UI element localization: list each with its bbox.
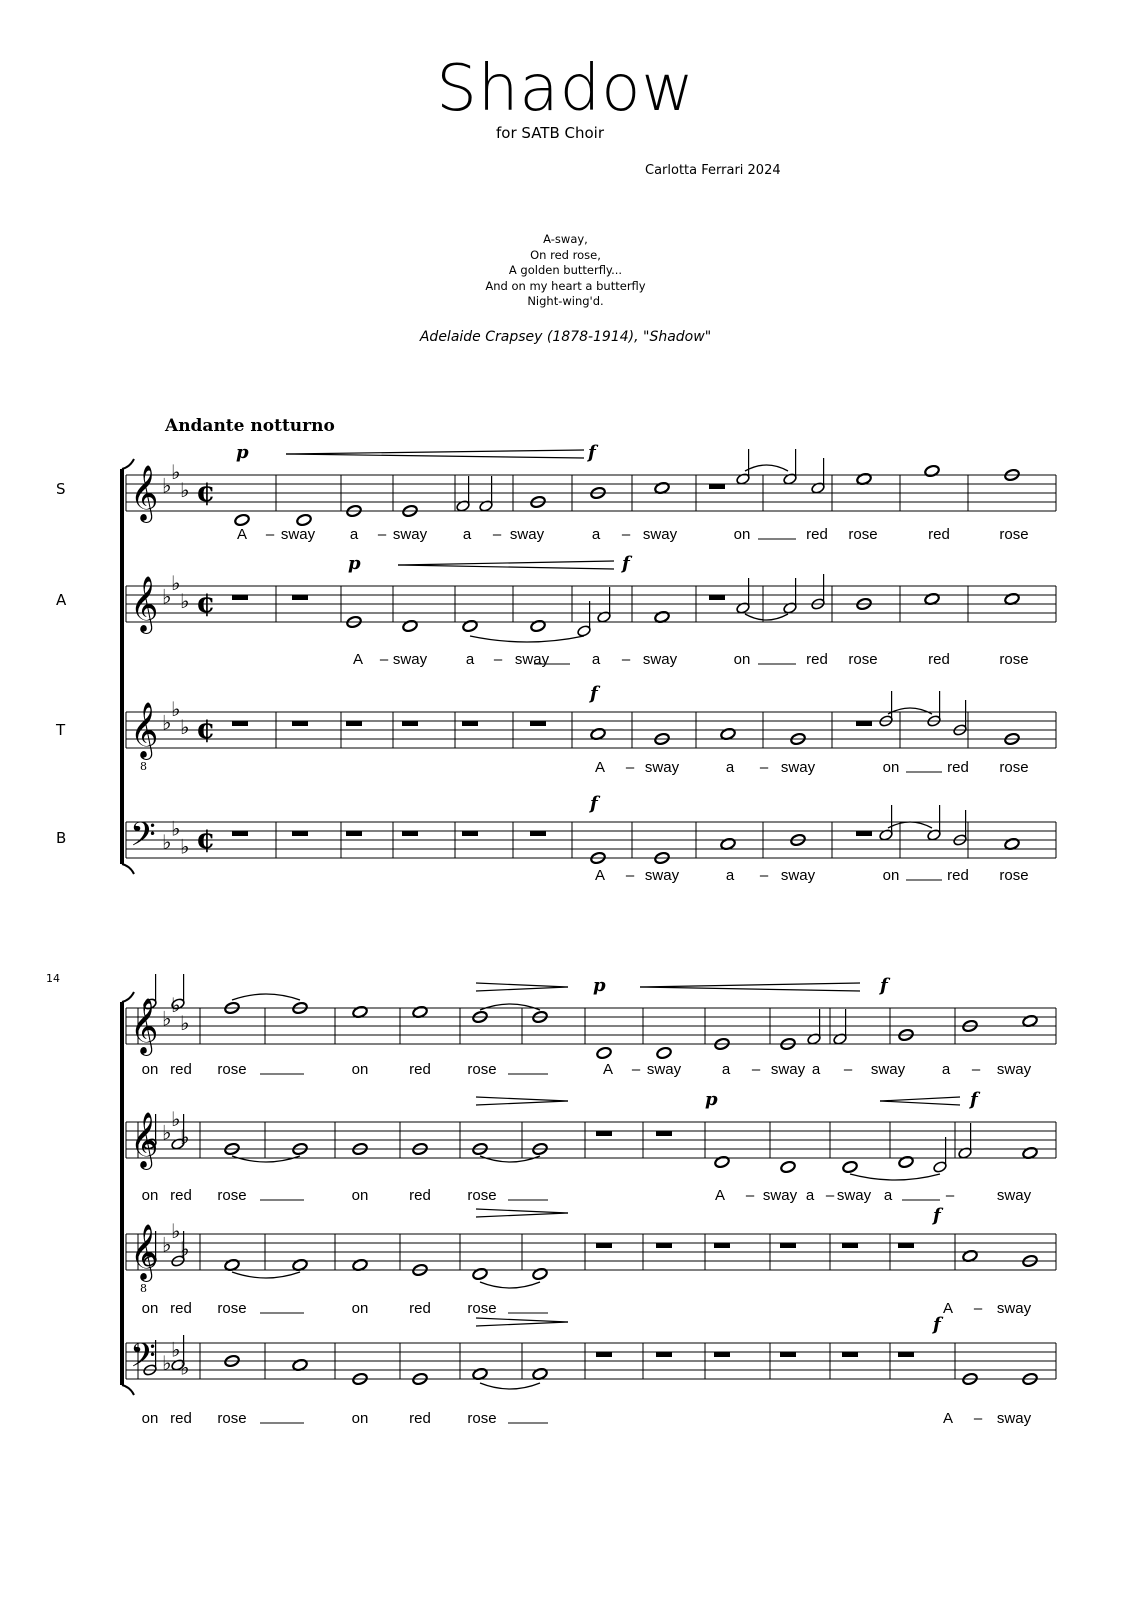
tie bbox=[745, 614, 788, 620]
bracket-hook bbox=[122, 1385, 134, 1395]
lyric-syllable: on bbox=[141, 1300, 159, 1317]
flat-sign-icon: ♭ bbox=[162, 710, 172, 735]
lyric-syllable: A bbox=[236, 526, 248, 543]
lyric-syllable: on bbox=[351, 1187, 369, 1204]
half-rest-icon bbox=[856, 831, 872, 836]
lyric-syllable: sway bbox=[762, 1187, 798, 1204]
lyric-syllable: – bbox=[265, 526, 275, 543]
alto-note bbox=[402, 619, 418, 632]
soprano-note bbox=[596, 1046, 612, 1059]
half-rest-icon bbox=[709, 595, 725, 600]
poem-line: And on my heart a butterfly bbox=[485, 278, 646, 293]
lyric-syllable: on bbox=[733, 651, 751, 668]
lyric-syllable: a bbox=[883, 1187, 893, 1204]
lyric-syllable: sway bbox=[392, 526, 428, 543]
alto-note bbox=[780, 1160, 796, 1173]
flat-sign-icon: ♭ bbox=[171, 571, 181, 595]
crescendo-hairpin bbox=[398, 561, 614, 565]
dynamic-marking: f bbox=[880, 975, 888, 996]
alto-note bbox=[530, 619, 546, 632]
lyric-syllable: sway bbox=[870, 1061, 906, 1078]
lyric-syllable: – bbox=[492, 526, 502, 543]
flat-sign-icon: ♭ bbox=[171, 460, 181, 484]
composer-credit: Carlotta Ferrari 2024 bbox=[645, 163, 781, 178]
flat-sign-icon: ♭ bbox=[162, 1120, 172, 1145]
lyric-syllable: A bbox=[602, 1061, 614, 1078]
lyric-syllable: on bbox=[141, 1410, 159, 1427]
whole-rest-icon bbox=[780, 1352, 796, 1357]
diminuendo-hairpin bbox=[476, 987, 568, 991]
lyric-syllable: red bbox=[170, 1187, 192, 1204]
diminuendo-hairpin bbox=[476, 1318, 568, 1322]
lyric-syllable: rose bbox=[848, 526, 878, 543]
lyric-syllable: sway bbox=[392, 651, 428, 668]
lyric-syllable: rose bbox=[467, 1300, 497, 1317]
crescendo-hairpin bbox=[286, 454, 584, 458]
crescendo-hairpin bbox=[640, 983, 860, 987]
flat-sign-icon: ♭ bbox=[171, 1337, 181, 1362]
tie bbox=[480, 1383, 540, 1389]
lyric-syllable: rose bbox=[999, 759, 1029, 776]
lyric-syllable: on bbox=[733, 526, 751, 543]
lyric-syllable: a bbox=[941, 1061, 951, 1078]
soprano-note bbox=[234, 513, 250, 526]
whole-rest-icon bbox=[596, 1131, 612, 1136]
crescendo-hairpin bbox=[286, 450, 584, 454]
flat-sign-icon: ♭ bbox=[162, 1351, 172, 1375]
whole-rest-icon bbox=[232, 721, 248, 726]
flat-sign-icon: ♭ bbox=[180, 715, 190, 739]
flat-sign-icon: ♭ bbox=[162, 1006, 172, 1031]
lyric-syllable: red bbox=[170, 1300, 192, 1317]
lyric-syllable: – bbox=[971, 1061, 981, 1078]
lyric-syllable: red bbox=[409, 1410, 431, 1427]
whole-rest-icon bbox=[656, 1352, 672, 1357]
lyric-syllable: on bbox=[882, 759, 900, 776]
whole-rest-icon bbox=[530, 831, 546, 836]
dynamic-marking: p bbox=[593, 975, 606, 996]
crescendo-hairpin bbox=[398, 565, 614, 569]
lyric-syllable: A bbox=[942, 1300, 954, 1317]
whole-rest-icon bbox=[656, 1243, 672, 1248]
alto-note bbox=[842, 1160, 858, 1173]
lyric-syllable: a bbox=[805, 1187, 815, 1204]
whole-rest-icon bbox=[714, 1352, 730, 1357]
whole-rest-icon bbox=[402, 831, 418, 836]
lyric-syllable: rose bbox=[217, 1410, 247, 1427]
lyric-syllable: A bbox=[352, 651, 364, 668]
tie bbox=[470, 636, 584, 642]
treble-clef-icon: 𝄞 bbox=[130, 702, 159, 758]
flat-sign-icon: ♭ bbox=[162, 1232, 172, 1257]
poem-line: A golden butterfly... bbox=[508, 263, 623, 277]
soprano-note bbox=[296, 513, 312, 526]
dynamic-marking: p bbox=[348, 553, 361, 574]
lyric-syllable: rose bbox=[217, 1187, 247, 1204]
lyric-syllable: – bbox=[973, 1300, 983, 1317]
lyric-syllable: red bbox=[806, 651, 828, 668]
diminuendo-hairpin bbox=[476, 983, 568, 987]
lyric-syllable: a bbox=[462, 526, 472, 543]
tie bbox=[888, 822, 932, 828]
alto-note bbox=[462, 619, 478, 632]
whole-rest-icon bbox=[402, 721, 418, 726]
voice-label-alto: A bbox=[56, 591, 67, 609]
flat-sign-icon: ♭ bbox=[162, 473, 172, 498]
bass-clef-icon: 𝄢 bbox=[130, 1337, 156, 1383]
lyric-syllable: a bbox=[725, 759, 735, 776]
bass-clef-icon: 𝄢 bbox=[130, 816, 156, 862]
octave-eight-mark: 8 bbox=[140, 1282, 147, 1295]
voice-label-tenor: T bbox=[56, 721, 66, 739]
poem-line: Night-wing'd. bbox=[527, 294, 604, 308]
lyric-syllable: – bbox=[377, 526, 387, 543]
flat-sign-icon: ♭ bbox=[180, 1237, 190, 1261]
crescendo-hairpin bbox=[880, 1101, 960, 1105]
lyric-syllable: rose bbox=[999, 651, 1029, 668]
whole-rest-icon bbox=[898, 1243, 914, 1248]
lyric-syllable: rose bbox=[999, 867, 1029, 884]
lyric-syllable: red bbox=[409, 1187, 431, 1204]
lyric-syllable: a bbox=[725, 867, 735, 884]
lyric-syllable: – bbox=[379, 651, 389, 668]
lyric-syllable: A bbox=[594, 759, 606, 776]
lyric-syllable: a bbox=[465, 651, 475, 668]
tenor-note bbox=[532, 1267, 548, 1280]
whole-rest-icon bbox=[232, 831, 248, 836]
lyric-syllable: red bbox=[928, 526, 950, 543]
dynamic-marking: f bbox=[590, 793, 598, 814]
lyric-syllable: rose bbox=[217, 1061, 247, 1078]
flat-sign-icon: ♭ bbox=[180, 1125, 190, 1149]
lyric-syllable: red bbox=[928, 651, 950, 668]
dynamic-marking: f bbox=[588, 442, 596, 463]
lyric-syllable: on bbox=[882, 867, 900, 884]
cut-time-icon: ¢ bbox=[196, 822, 216, 855]
lyric-syllable: on bbox=[351, 1410, 369, 1427]
flat-sign-icon: ♭ bbox=[171, 816, 181, 841]
lyric-syllable: – bbox=[493, 651, 503, 668]
flat-sign-icon: ♭ bbox=[180, 834, 190, 859]
diminuendo-hairpin bbox=[476, 1097, 568, 1101]
lyric-syllable: sway bbox=[836, 1187, 872, 1204]
soprano-note bbox=[656, 1046, 672, 1059]
crescendo-hairpin bbox=[640, 987, 860, 991]
lyric-syllable: sway bbox=[644, 867, 680, 884]
whole-rest-icon bbox=[898, 1352, 914, 1357]
lyric-syllable: sway bbox=[642, 651, 678, 668]
flat-sign-icon: ♭ bbox=[180, 589, 190, 613]
crescendo-hairpin bbox=[880, 1097, 960, 1101]
treble-clef-icon: 𝄞 bbox=[130, 1112, 159, 1168]
lyric-syllable: – bbox=[759, 759, 769, 776]
lyric-syllable: – bbox=[751, 1061, 761, 1078]
lyric-syllable: sway bbox=[509, 526, 545, 543]
half-rest-icon bbox=[856, 721, 872, 726]
whole-rest-icon bbox=[232, 595, 248, 600]
lyric-syllable: sway bbox=[642, 526, 678, 543]
diminuendo-hairpin bbox=[476, 1209, 568, 1213]
dynamic-marking: f bbox=[933, 1205, 941, 1226]
bracket-hook bbox=[122, 864, 134, 874]
tie bbox=[232, 1156, 300, 1162]
flat-sign-icon: ♭ bbox=[162, 830, 172, 854]
whole-rest-icon bbox=[714, 1243, 730, 1248]
voice-label-soprano: S bbox=[56, 480, 66, 498]
poem-attribution: Adelaide Crapsey (1878-1914), "Shadow" bbox=[419, 329, 712, 345]
lyric-syllable: a bbox=[591, 526, 601, 543]
alto-note bbox=[714, 1155, 730, 1168]
whole-rest-icon bbox=[292, 721, 308, 726]
octave-eight-mark: 8 bbox=[140, 760, 147, 773]
whole-rest-icon bbox=[462, 831, 478, 836]
flat-sign-icon: ♭ bbox=[171, 993, 181, 1017]
lyric-syllable: sway bbox=[996, 1410, 1032, 1427]
poem-line: On red rose, bbox=[530, 247, 601, 262]
flat-sign-icon: ♭ bbox=[162, 584, 172, 609]
lyric-syllable: sway bbox=[780, 867, 816, 884]
lyric-syllable: A bbox=[594, 867, 606, 884]
lyric-syllable: rose bbox=[848, 651, 878, 668]
lyric-syllable: sway bbox=[514, 651, 550, 668]
tie bbox=[480, 1004, 540, 1010]
lyric-syllable: red bbox=[947, 759, 969, 776]
lyric-syllable: a bbox=[721, 1061, 731, 1078]
half-rest-icon bbox=[709, 484, 725, 489]
treble-clef-icon: 𝄞 bbox=[130, 465, 159, 521]
treble-clef-icon: 𝄞 bbox=[130, 576, 159, 632]
whole-rest-icon bbox=[292, 595, 308, 600]
cut-time-icon: ¢ bbox=[196, 586, 216, 619]
whole-rest-icon bbox=[780, 1243, 796, 1248]
whole-rest-icon bbox=[656, 1131, 672, 1136]
lyric-syllable: on bbox=[351, 1061, 369, 1078]
lyric-syllable: – bbox=[625, 867, 635, 884]
flat-sign-icon: ♭ bbox=[171, 1219, 181, 1243]
lyric-syllable: rose bbox=[999, 526, 1029, 543]
lyric-syllable: – bbox=[825, 1187, 835, 1204]
tie bbox=[232, 994, 300, 1000]
whole-rest-icon bbox=[346, 721, 362, 726]
lyric-syllable: – bbox=[745, 1187, 755, 1204]
lyric-syllable: rose bbox=[467, 1061, 497, 1078]
cut-time-icon: ¢ bbox=[196, 712, 216, 745]
tie bbox=[745, 465, 788, 471]
lyric-syllable: rose bbox=[467, 1410, 497, 1427]
lyric-syllable: – bbox=[631, 1061, 641, 1078]
lyric-syllable: red bbox=[170, 1410, 192, 1427]
lyric-syllable: A bbox=[942, 1410, 954, 1427]
tie bbox=[232, 1272, 300, 1278]
dynamic-marking: f bbox=[590, 683, 598, 704]
lyric-syllable: on bbox=[351, 1300, 369, 1317]
whole-rest-icon bbox=[842, 1352, 858, 1357]
lyric-syllable: – bbox=[625, 759, 635, 776]
alto-note bbox=[898, 1155, 914, 1168]
score-subtitle: for SATB Choir bbox=[496, 124, 605, 142]
poem-line: A-sway, bbox=[543, 232, 588, 246]
soprano-note bbox=[924, 464, 940, 477]
lyric-syllable: sway bbox=[996, 1300, 1032, 1317]
diminuendo-hairpin bbox=[476, 1213, 568, 1217]
diminuendo-hairpin bbox=[476, 1101, 568, 1105]
lyric-syllable: red bbox=[409, 1061, 431, 1078]
whole-rest-icon bbox=[596, 1352, 612, 1357]
lyric-syllable: – bbox=[621, 651, 631, 668]
tie bbox=[480, 1282, 540, 1288]
lyric-syllable: – bbox=[621, 526, 631, 543]
dynamic-marking: p bbox=[705, 1089, 718, 1110]
treble-clef-icon: 𝄞 bbox=[130, 1224, 159, 1280]
whole-rest-icon bbox=[842, 1243, 858, 1248]
whole-rest-icon bbox=[596, 1243, 612, 1248]
lyric-syllable: A bbox=[714, 1187, 726, 1204]
lyric-syllable: – bbox=[945, 1187, 955, 1204]
treble-clef-icon: 𝄞 bbox=[130, 998, 159, 1054]
flat-sign-icon: ♭ bbox=[180, 1011, 190, 1035]
tie bbox=[480, 1156, 540, 1162]
diminuendo-hairpin bbox=[476, 1322, 568, 1326]
lyric-syllable: on bbox=[141, 1061, 159, 1078]
whole-rest-icon bbox=[530, 721, 546, 726]
lyric-syllable: – bbox=[843, 1061, 853, 1078]
lyric-syllable: sway bbox=[646, 1061, 682, 1078]
lyric-syllable: red bbox=[947, 867, 969, 884]
whole-rest-icon bbox=[292, 831, 308, 836]
flat-sign-icon: ♭ bbox=[180, 1355, 190, 1380]
lyric-syllable: red bbox=[806, 526, 828, 543]
lyric-syllable: sway bbox=[644, 759, 680, 776]
dynamic-marking: p bbox=[236, 442, 249, 463]
score-title: Shadow bbox=[436, 52, 695, 126]
tie bbox=[888, 708, 932, 714]
lyric-syllable: sway bbox=[770, 1061, 806, 1078]
dynamic-marking: f bbox=[970, 1089, 978, 1110]
lyric-syllable: red bbox=[170, 1061, 192, 1078]
flat-sign-icon: ♭ bbox=[180, 478, 190, 502]
lyric-syllable: on bbox=[141, 1187, 159, 1204]
lyric-syllable: – bbox=[973, 1410, 983, 1427]
measure-number: 14 bbox=[46, 972, 60, 985]
lyric-syllable: sway bbox=[280, 526, 316, 543]
lyric-syllable: rose bbox=[467, 1187, 497, 1204]
lyric-syllable: sway bbox=[996, 1061, 1032, 1078]
flat-sign-icon: ♭ bbox=[171, 1107, 181, 1131]
lyric-syllable: rose bbox=[217, 1300, 247, 1317]
flat-sign-icon: ♭ bbox=[171, 697, 181, 721]
lyric-syllable: sway bbox=[780, 759, 816, 776]
dynamic-marking: f bbox=[933, 1314, 941, 1335]
lyric-syllable: a bbox=[591, 651, 601, 668]
lyric-syllable: sway bbox=[996, 1187, 1032, 1204]
whole-rest-icon bbox=[346, 831, 362, 836]
lyric-syllable: a bbox=[811, 1061, 821, 1078]
tie bbox=[850, 1174, 940, 1180]
voice-label-bass: B bbox=[56, 829, 67, 847]
cut-time-icon: ¢ bbox=[196, 475, 216, 508]
tenor-note bbox=[472, 1267, 488, 1280]
dynamic-marking: f bbox=[622, 553, 630, 574]
lyric-syllable: red bbox=[409, 1300, 431, 1317]
whole-rest-icon bbox=[462, 721, 478, 726]
tempo-marking: Andante notturno bbox=[165, 416, 335, 436]
lyric-syllable: – bbox=[759, 867, 769, 884]
lyric-syllable: a bbox=[349, 526, 359, 543]
